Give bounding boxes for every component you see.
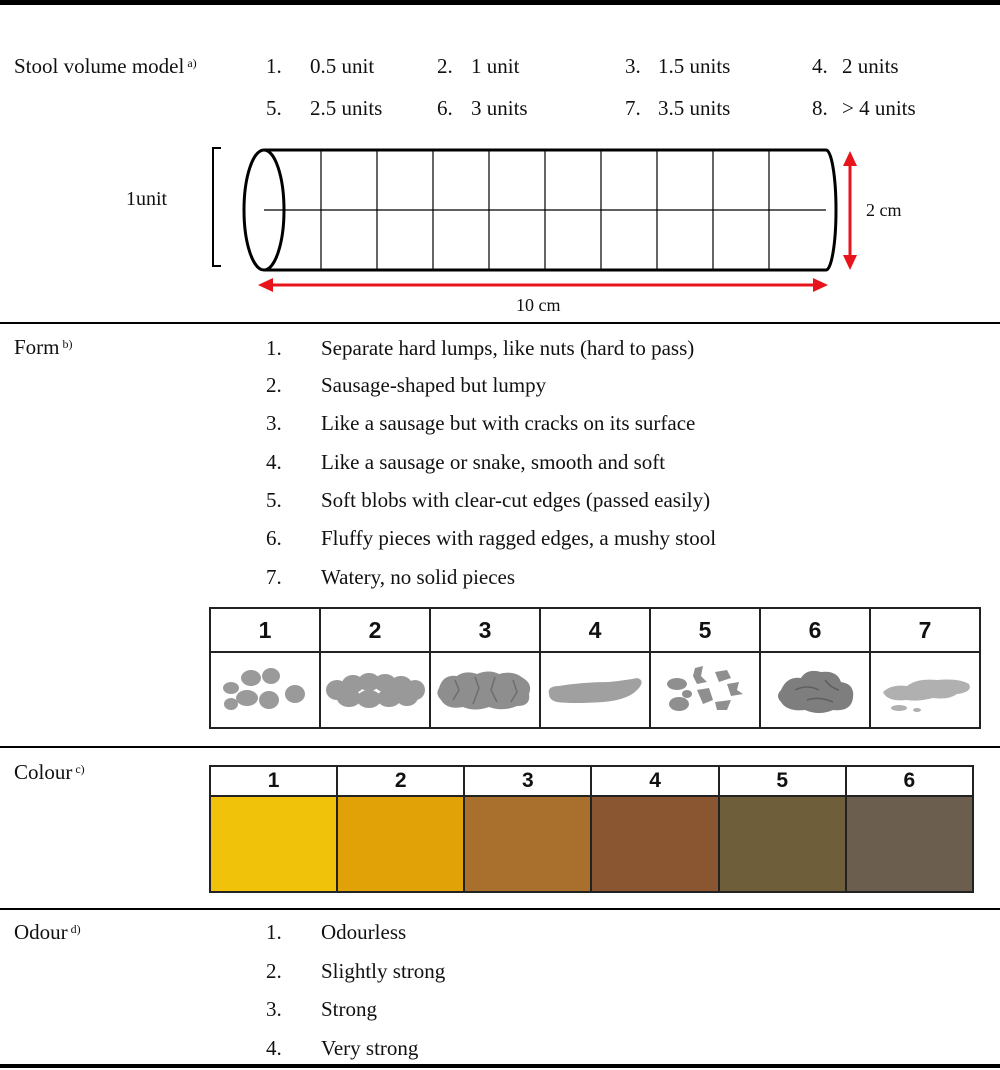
colour-scale-header-row [210,766,973,796]
colour-swatch-5 [719,796,846,892]
colour-swatch-2 [337,796,464,892]
volume-option-num: 4. [812,54,828,78]
cylinder-back-edge [826,150,836,270]
colour-section-label: Colour $^{c)}$ [14,760,85,784]
colour-swatch-3 [464,796,591,892]
form-scale-number: 7 [870,608,980,652]
odour-section-label: Odour $^{d)}$ [14,920,81,944]
volume-option-num: 1. [266,54,282,78]
form-item-text: Soft blobs with clear-cut edges (passed easily) [321,488,711,512]
volume-option-text: 3 units [471,96,528,120]
form-scale-number: 3 [430,608,540,652]
form-image-cell [320,652,430,728]
form-item-num: 2. [266,373,282,397]
form-scale-number: 6 [760,608,870,652]
volume-option-num: 3. [625,54,641,78]
volume-option-text: 2.5 units [310,96,383,120]
width-label: 2 cm [866,200,902,220]
type2-lumpy-sausage-image [323,660,427,720]
volume-option-num: 7. [625,96,641,120]
form-scale-number: 1 [210,608,320,652]
form-image-cell [210,652,320,728]
form-image-cell [650,652,760,728]
colour-swatch-4 [591,796,718,892]
form-item-num: 4. [266,450,282,474]
volume-option-text: 0.5 unit [310,54,375,78]
colour-swatch-row [210,796,973,892]
colour-scale-number: 2 [337,766,464,796]
volume-option-text: 3.5 units [658,96,731,120]
type4-smooth-sausage-image [543,660,647,720]
form-section-label: Form $^{b)}$ [14,335,73,359]
colour-chart-table [209,765,974,893]
form-item-num: 6. [266,526,282,550]
form-item-text: Fluffy pieces with ragged edges, a mushy stool [321,526,717,550]
odour-item-num: 4. [266,1036,282,1060]
type5-soft-blobs-image [657,660,753,720]
colour-swatch-6 [846,796,973,892]
volume-option-num: 8. [812,96,828,120]
form-scale-header-row [210,608,980,652]
height-arrow [843,151,857,270]
form-image-cell [430,652,540,728]
form-item-num: 5. [266,488,282,512]
length-label: 10 cm [516,295,561,315]
volume-option-text: 1 unit [471,54,520,78]
form-item-text: Like a sausage or snake, smooth and soft [321,450,666,474]
cylinder-grid [264,150,826,270]
odour-item-text: Odourless [321,920,407,944]
form-image-cell [760,652,870,728]
volume-option-num: 6. [437,96,453,120]
unit-label: 1unit [126,188,168,210]
form-item-num: 3. [266,411,282,435]
volume-option-text: 2 units [842,54,899,78]
form-scale-number: 5 [650,608,760,652]
colour-scale-number: 1 [210,766,337,796]
bristol-form-table [209,607,981,729]
colour-scale-number: 3 [464,766,591,796]
colour-scale-number: 4 [591,766,718,796]
type7-watery-image [877,660,973,720]
form-scale-number: 2 [320,608,430,652]
odour-item-num: 1. [266,920,282,944]
form-item-text: Watery, no solid pieces [321,565,516,589]
colour-swatch-1 [210,796,337,892]
form-image-row [210,652,980,728]
odour-item-text: Strong [321,997,378,1021]
volume-section-label: Stool volume model $^{a)}$ [14,54,197,78]
volume-option-num: 2. [437,54,453,78]
odour-item-text: Very strong [321,1036,419,1060]
stool-volume-cylinder-diagram [0,0,1000,322]
form-item-num: 1. [266,336,282,360]
odour-item-num: 3. [266,997,282,1021]
divider-odour [0,908,1000,910]
form-item-text: Sausage-shaped but lumpy [321,373,547,397]
odour-item-num: 2. [266,959,282,983]
form-image-cell [870,652,980,728]
volume-option-text: > 4 units [842,96,916,120]
type6-mushy-pieces-image [767,660,863,720]
divider-colour [0,746,1000,748]
volume-option-num: 5. [266,96,282,120]
bottom-border [0,1064,1000,1068]
unit-bracket [213,148,221,266]
form-item-text: Like a sausage but with cracks on its surface [321,411,696,435]
form-scale-number: 4 [540,608,650,652]
form-item-num: 7. [266,565,282,589]
type3-cracked-sausage-image [433,660,537,720]
colour-scale-number: 5 [719,766,846,796]
colour-scale-number: 6 [846,766,973,796]
odour-item-text: Slightly strong [321,959,446,983]
form-item-text: Separate hard lumps, like nuts (hard to pass) [321,336,695,360]
length-arrow [258,278,828,292]
form-image-cell [540,652,650,728]
divider-form [0,322,1000,324]
type1-separate-lumps-image [217,660,313,720]
volume-option-text: 1.5 units [658,54,731,78]
